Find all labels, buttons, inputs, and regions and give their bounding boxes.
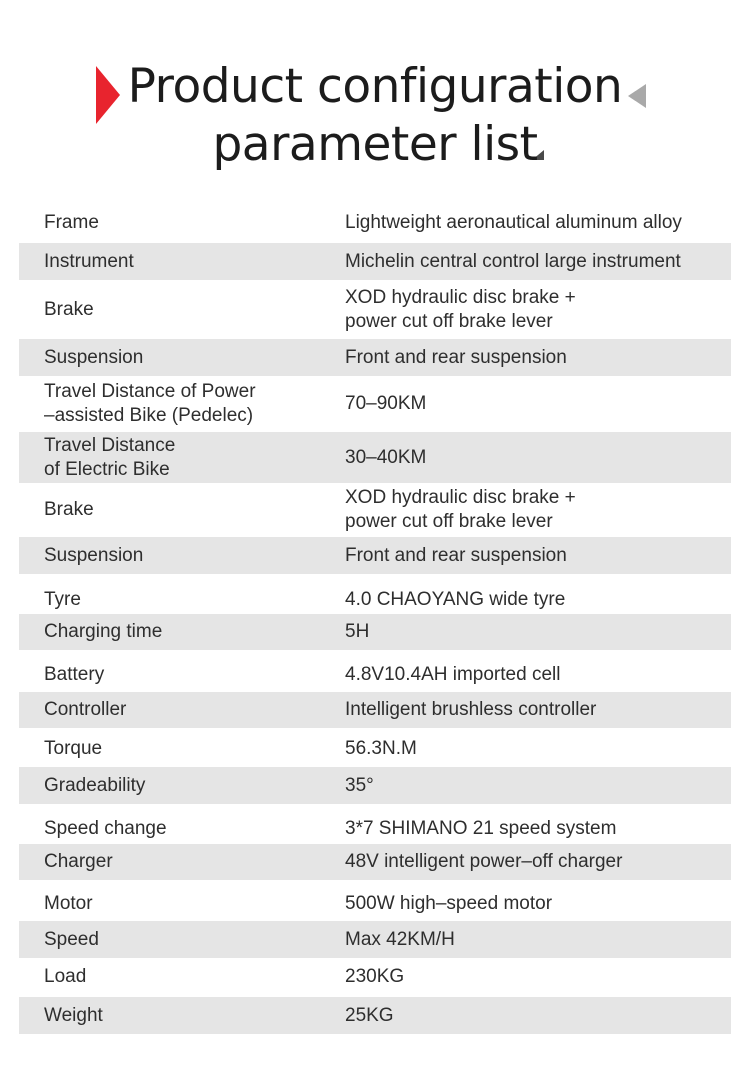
- row-label: Gradeability: [44, 774, 146, 796]
- row-label: Speed change: [44, 818, 167, 839]
- table-row: [19, 584, 731, 616]
- table-row: [19, 887, 731, 921]
- table-row: [19, 339, 731, 376]
- row-label: Controller: [44, 699, 127, 720]
- row-label: Frame: [44, 211, 99, 233]
- row-value: Intelligent brushless controller: [345, 699, 597, 720]
- table-row: [19, 997, 731, 1034]
- row-value: 70–90KM: [345, 393, 427, 414]
- title-line-1: Product configuration: [127, 59, 623, 114]
- table-row: [19, 204, 731, 241]
- row-value: XOD hydraulic disc brake + power cut off brake lever: [345, 287, 576, 332]
- row-value: 4.0 CHAOYANG wide tyre: [345, 589, 566, 610]
- row-label: Travel Distance of Electric Bike: [44, 434, 176, 480]
- row-label: Speed: [44, 928, 99, 950]
- row-label: Battery: [44, 664, 105, 685]
- row-label: Weight: [44, 1004, 103, 1026]
- table-row: [19, 692, 731, 728]
- row-value: 30–40KM: [345, 446, 427, 468]
- row-value: 25KG: [345, 1004, 394, 1026]
- table-row: [19, 812, 731, 846]
- row-label: Brake: [44, 499, 94, 520]
- table-row: [19, 484, 731, 536]
- table-row: [19, 282, 731, 338]
- row-label: Motor: [44, 893, 93, 914]
- row-value: Max 42KM/H: [345, 928, 455, 950]
- table-row: [19, 432, 731, 483]
- table-row: [19, 844, 731, 880]
- row-label: Suspension: [44, 346, 144, 368]
- row-value: 4.8V10.4AH imported cell: [345, 664, 561, 685]
- row-label: Tyre: [44, 589, 81, 610]
- table-row: [19, 921, 731, 958]
- row-value: 230KG: [345, 966, 405, 987]
- row-label: Instrument: [44, 250, 134, 272]
- row-label: Load: [44, 966, 87, 987]
- row-label: Charging time: [44, 621, 163, 642]
- table-row: [19, 614, 731, 650]
- row-label: Brake: [44, 299, 94, 320]
- row-value: Michelin central control large instrument: [345, 250, 681, 272]
- row-value: 500W high–speed motor: [345, 893, 553, 914]
- row-label: Torque: [44, 738, 103, 759]
- row-value: XOD hydraulic disc brake + power cut off brake lever: [345, 487, 576, 532]
- row-value: Lightweight aeronautical aluminum alloy: [345, 211, 682, 233]
- table-row: [19, 537, 731, 574]
- row-value: 56.3N.M: [345, 738, 417, 759]
- row-value: Front and rear suspension: [345, 346, 567, 368]
- table-row: [19, 960, 731, 994]
- row-value: 3*7 SHIMANO 21 speed system: [345, 818, 617, 839]
- page-title: [0, 58, 750, 174]
- row-value: Front and rear suspension: [345, 544, 567, 566]
- row-value: 48V intelligent power–off charger: [345, 851, 623, 872]
- title-line-2: parameter list: [212, 117, 538, 172]
- table-row: [19, 767, 731, 804]
- row-label: Suspension: [44, 544, 144, 566]
- table-row: [19, 731, 731, 767]
- row-value: 5H: [345, 621, 370, 642]
- row-label: Travel Distance of Power –assisted Bike (Pedelec): [44, 381, 256, 426]
- table-row: [19, 377, 731, 431]
- row-label: Charger: [44, 851, 113, 872]
- table-row: [19, 658, 731, 692]
- row-value: 35°: [345, 774, 374, 796]
- table-row: [19, 243, 731, 280]
